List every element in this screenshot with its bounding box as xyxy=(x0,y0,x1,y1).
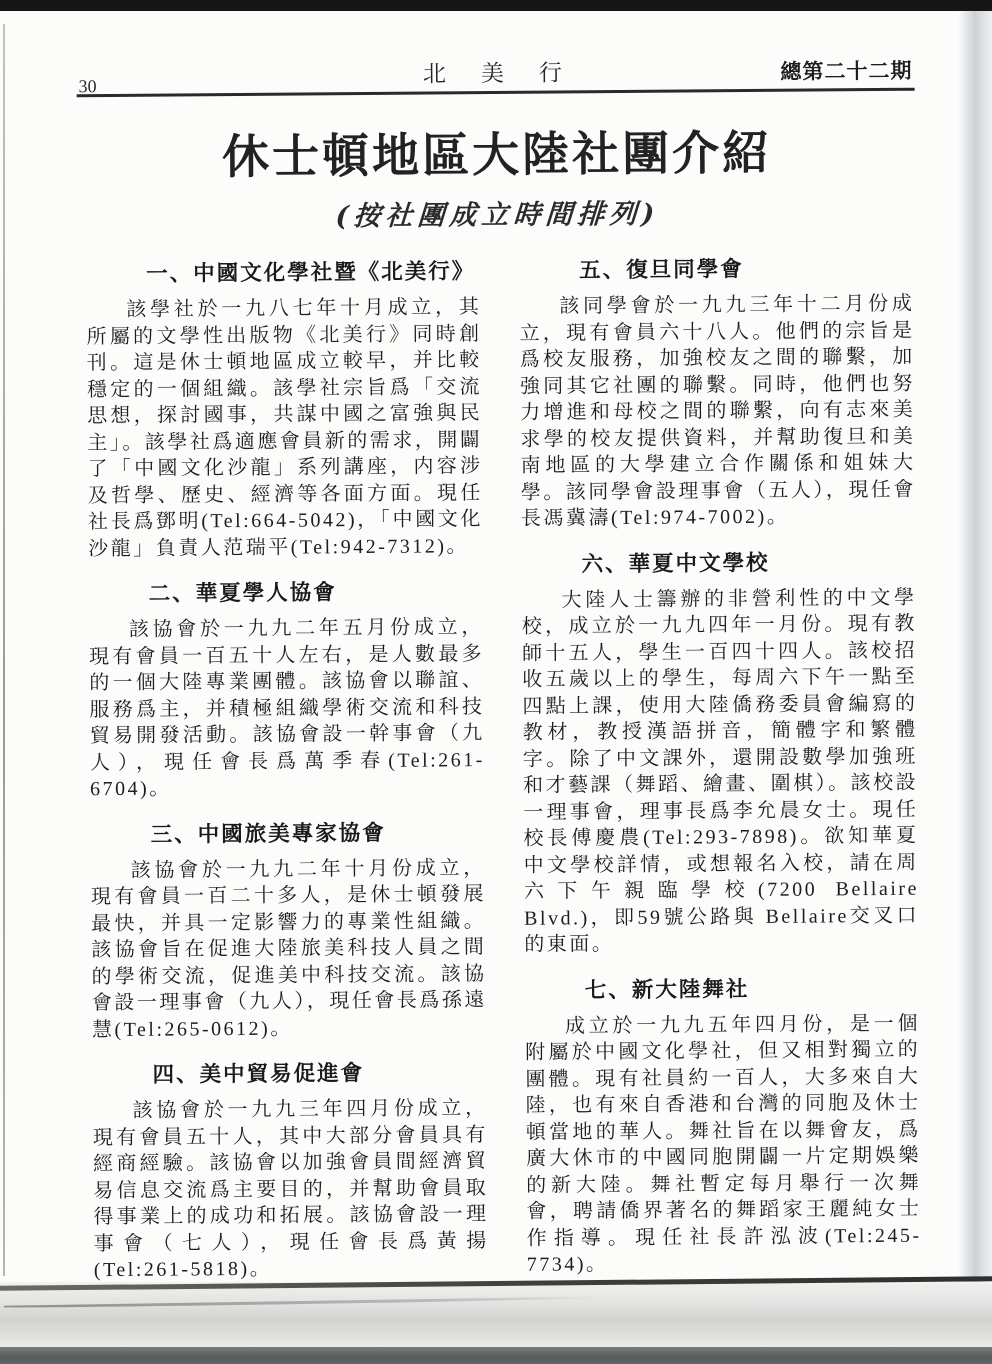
page-left-edge-line xyxy=(3,24,5,1276)
section-heading: 二、華夏學人協會 xyxy=(148,580,337,606)
section-heading: 一、中國文化學社暨《北美行》 xyxy=(146,259,476,286)
column-right xyxy=(519,249,922,1281)
article-title: 休士頓地區大陸社團介紹 xyxy=(221,125,773,184)
section-body: 該協會於一九九二年五月份成立，現有會員一百五十人左右，是人數最多的一個大陸專業團體。該協會以聯誼、服務爲主，并積極組織學術交流和科技貿易開發活動。該協會設一幹事會（九人），現任會長爲萬季春(Tel:261-6704)。 xyxy=(88,616,485,801)
section-3-chinese-experts-association xyxy=(90,815,487,1044)
scan-gutter-shadow-right xyxy=(958,11,992,1282)
section-body: 該協會於一九九三年四月份成立，現有會員五十人，其中大部分會員具有經商經驗。該協會以加強會員間經濟貿易信息交流爲主要目的，并幫助會員取得事業上的成功和拓展。該協會設一理事會（七人），現任會長爲黃揚(Tel:261-5818)。 xyxy=(92,1097,489,1282)
page-content xyxy=(0,7,992,1284)
article-subtitle: (按社團成立時間排列) xyxy=(334,198,661,233)
two-column-body xyxy=(86,249,922,1284)
column-left xyxy=(86,252,489,1284)
journal-name: 北 美 行 xyxy=(422,60,569,87)
section-heading: 六、華夏中文學校 xyxy=(581,550,770,576)
scan-edge-top xyxy=(0,0,992,11)
section-body: 該協會於一九九二年十月份成立，現有會員一百二十多人，是休士頓發展最快，并具一定影響力的專業性組織。該協會旨在促進大陸旅美科技人員之間的學術交流，促進美中科技交流。該協會設一理事會（九人），現任會長爲孫遠慧(Tel:265-0612)。 xyxy=(90,856,487,1041)
page-header xyxy=(78,55,913,97)
section-body: 成立於一九九五年四月份，是一個附屬於中國文化學社，但又相對獨立的團體。現有社員約一百人，大多來自大陸，也有來自香港和台灣的同胞及休士頓當地的華人。舞社旨在以舞會友，爲廣大休市的中國同胞開闢一片定期娛樂的新大陸。舞社暫定每月舉行一次舞會，聘請僑界著名的舞蹈家王麗純女士作指導。現任社長許泓波(Tel:245-7734)。 xyxy=(525,1012,922,1276)
section-5-fudan-alumni-association xyxy=(519,251,916,533)
section-heading: 五、復旦同學會 xyxy=(579,257,744,283)
issue-number: 總第二十二期 xyxy=(780,58,913,84)
section-body: 該同學會於一九九三年十二月份成立，現有會員六十八人。他們的宗旨是爲校友服務，加強校友之間的聯繫，加強同其它社團的聯繫。同時，他們也努力增進和母校之間的聯繫，向有志來美求學的校友提供資料，并幫助復旦和美南地區的大學建立合作關係和姐妹大學。該同學會設理事會（五人），現任會長馮冀濤(Tel:974-7002)。 xyxy=(519,292,916,530)
section-body: 該學社於一九八七年十月成立，其所屬的文學性出版物《北美行》同時創刊。這是休士頓地區成立較早，并比較穩定的一個組織。該學社宗旨爲「交流思想，探討國事，共謀中國之富強與民主」。該學社爲適應會員新的需求，開闢了「中國文化沙龍」系列講座，内容涉及哲學、歷史、經濟等各面方面。現任社長爲鄧明(Tel:664-5042)，「中國文化沙龍」負責人范瑞平(Tel:942-7312)。 xyxy=(86,296,484,560)
section-1-china-culture-society xyxy=(86,254,483,562)
section-body: 大陸人士籌辦的非營利性的中文學校，成立於一九九四年一月份。現有教師十五人，學生一百四十四人。該校招收五歲以上的學生，每周六下午一點至四點上課，使用大陸僑務委員會編寫的教材，教授漢語拼音，簡體字和繁體字。除了中文課外，還開設數學加強班和才藝課（舞蹈、繪畫、圍棋）。該校設一理事會，理事長爲李允晨女士。現任校長傅慶農(Tel:293-7898)。欲知華夏中文學校詳情，或想報名入校，請在周六下午親臨學校(7200 Bellaire Blvd.)，即59號公路與 Bellaire交叉口的東面。 xyxy=(521,586,920,956)
section-6-huaxia-chinese-school xyxy=(521,544,919,958)
section-4-us-china-trade-promotion xyxy=(92,1055,489,1284)
section-heading: 三、中國旅美專家協會 xyxy=(150,820,386,847)
section-7-new-continent-dance-club xyxy=(525,970,922,1278)
section-heading: 七、新大陸舞社 xyxy=(584,976,750,1002)
section-2-huaxia-scholars-association xyxy=(88,574,485,803)
section-heading: 四、美中貿易促進會 xyxy=(152,1061,365,1087)
page-number: 30 xyxy=(78,76,97,97)
scan-edge-bottom xyxy=(0,1347,992,1364)
